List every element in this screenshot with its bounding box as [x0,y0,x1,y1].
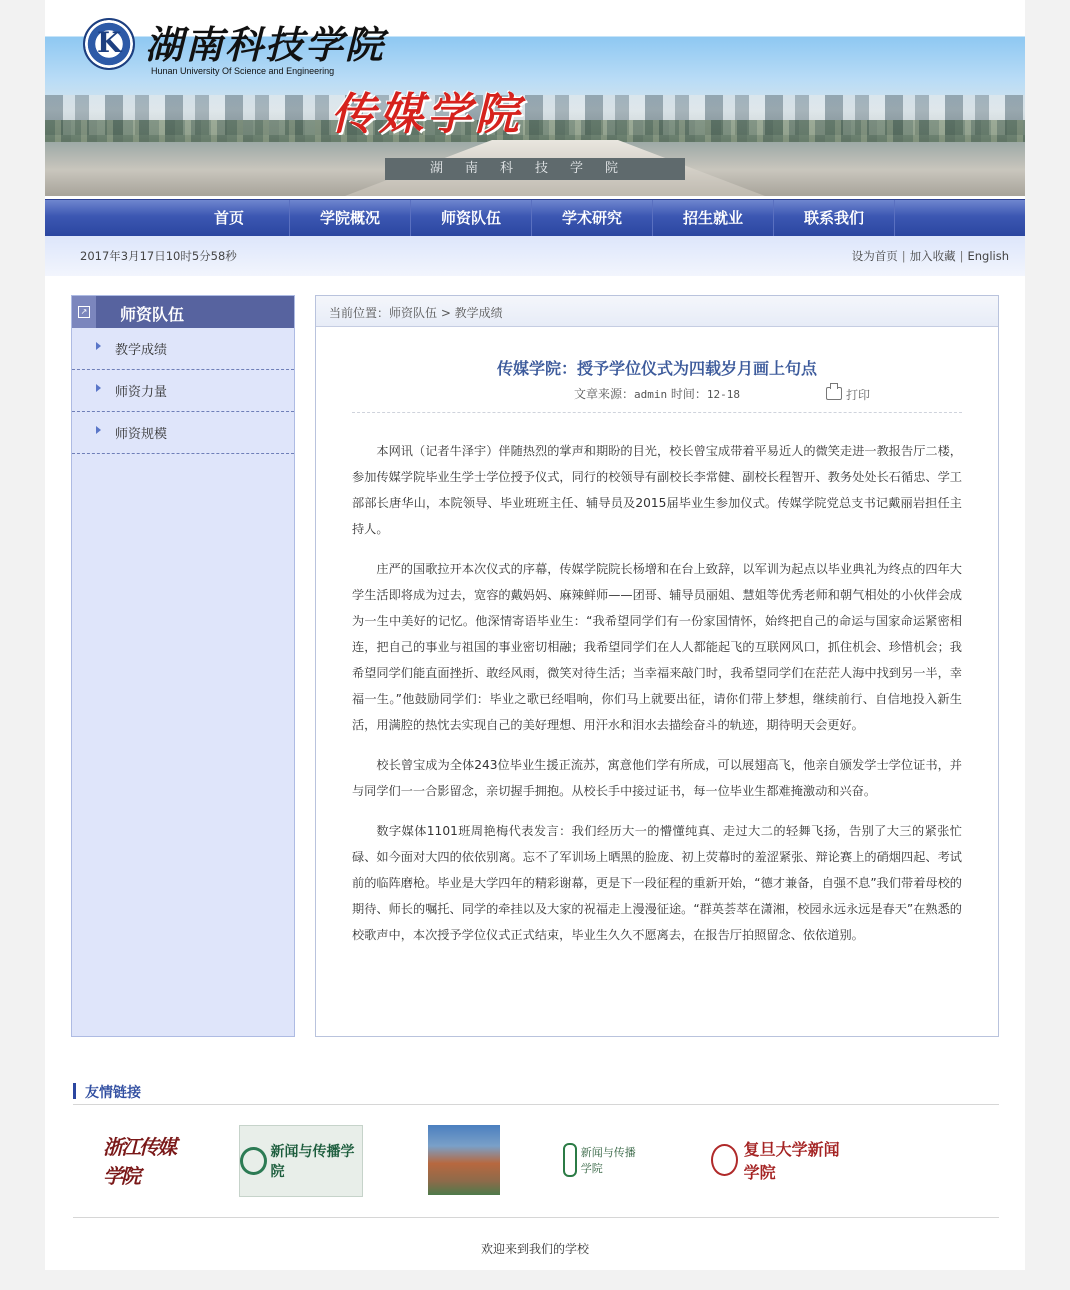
sidebar [71,295,295,1037]
page [45,0,1025,1270]
article-paragraph: 校长曾宝成为全体243位毕业生援正流苏，寓意他们学有所成，可以展翅高飞，他亲自颁发学士学位证书，并与同学们一一合影留念，亲切握手拥抱。从校长手中接过证书，每一位毕业生都难掩激动和兴奋。 [352,758,962,798]
nav-item-research[interactable]: 学术研究 [532,200,653,236]
nav-item-overview[interactable]: 学院概况 [290,200,411,236]
source-label: 文章来源： [573,387,634,401]
school-logo-letter: K [97,26,122,59]
print-button[interactable] [826,386,870,403]
sidebar-item-faculty-scale[interactable] [72,412,294,454]
time-value: 12-18 [706,388,741,401]
friend-logo-campus-photo[interactable] [428,1125,500,1195]
english-link[interactable]: English [967,249,1009,263]
article-meta [316,385,998,402]
add-favorite-link[interactable]: 加入收藏 [909,249,956,263]
friend-logo-jc-school[interactable] [563,1125,643,1195]
set-home-link[interactable]: 设为首页 [851,249,898,263]
article-paragraph: 庄严的国歌拉开本次仪式的序幕，传媒学院院长杨增和在台上致辞，以军训为起点以毕业典礼为终点的四年大学生活即将成为过去，宽容的戴妈妈、麻辣鲜师——团哥、辅导员丽姐、慧姐等优秀老师和朝气相处的小伙伴会成为一生中美好的记忆。他深情寄语毕业生：“我希望同学们有一份家国情怀，始终把自己的命运与国家命运紧密相连，把自己的事业与祖国的事业密切相融；我希望同学们在人人都能起飞的互联网风口，抓住机会、珍惜机会；我希望同学们能直面挫折、敢经风雨，微笑对待生活；当幸福来敲门时，我希望同学们在茫茫人海中找到另一半，幸福一生。”他鼓励同学们：毕业之歌已经唱响，你们马上就要出征，请你们带上梦想，继续前行、自信地投入新生活，用满腔的热忱去实现自己的美好理想、用汗水和泪水去描绘奋斗的轨迹，期待明天会更好。 [352,562,962,732]
sidebar-item-label: 教学成绩 [115,343,168,358]
jc-school-emblem-icon [563,1143,577,1177]
article-title: 传媒学院：授予学位仪式为四载岁月画上句点 [496,359,817,378]
article-body [352,438,962,962]
footer-text: 欢迎来到我们的学校 [480,1242,589,1256]
friend-links-header [73,1080,999,1105]
sidebar-title: 师资队伍 [120,305,185,324]
article-panel [315,295,999,1037]
header-banner [45,0,1025,196]
article-paragraph: 本网讯（记者牛泽宇）伴随热烈的掌声和期盼的目光，校长曾宝成带着平易近人的微笑走进一教报告厅二楼，参加传媒学院毕业生学士学位授予仪式，同行的校领导有副校长李常健、副校长程智开、教务处处长石循忠、学工部部长唐华山，本院领导、毕业班班主任、辅导员及2015届毕业生参加仪式。传媒学院党总支书记戴丽岩担任主持人。 [352,444,962,536]
sidebar-header-icon [72,296,96,328]
banner-gate-sign: 湖南科技学院 [385,158,685,180]
nav-item-faculty[interactable]: 师资队伍 [411,200,532,236]
college-name: 传媒学院 [331,89,523,140]
sidebar-item-faculty-strength[interactable] [72,370,294,412]
sidebar-item-label: 师资规模 [115,427,168,442]
friend-links-title: 友情链接 [85,1085,141,1101]
printer-icon [826,387,842,400]
footer-divider [73,1217,999,1218]
breadcrumb-text: 当前位置：师资队伍 > 教学成绩 [329,306,503,320]
separator: | [901,249,906,263]
nav-item-contact[interactable]: 联系我们 [774,200,895,236]
separator: | [959,249,964,263]
utility-links [852,248,1009,264]
sidebar-item-teaching-results[interactable] [72,328,294,370]
banner-trees [45,120,1025,142]
friend-logo-fudan[interactable] [711,1125,847,1195]
fudan-logo-text: 复旦大学新闻学院 [743,1140,840,1182]
nav-item-home[interactable]: 首页 [169,200,290,236]
jinan-ring-icon [240,1147,267,1175]
print-label: 打印 [846,388,871,402]
main-nav [45,199,1025,237]
square-icon: ↗ [78,306,90,318]
triangle-right-icon [96,384,101,392]
triangle-right-icon [96,342,101,350]
jc-school-logo-text: 新闻与传播学院 [580,1146,636,1175]
sidebar-header [72,296,294,328]
friend-logo-jinan[interactable] [239,1125,363,1197]
sidebar-item-label: 师资力量 [115,385,168,400]
friend-logo-zjcm[interactable] [103,1125,175,1195]
source-value: admin [633,388,668,401]
article-paragraph: 数字媒体1101班周艳梅代表发言：我们经历大一的懵懂纯真、走过大二的轻舞飞扬，告别了大三的紧张忙碌、如今面对大四的依依别离。忘不了军训场上晒黑的脸庞、初上荧幕时的羞涩紧张、辩论赛上的硝烟四起、考试前的临阵磨枪。毕业是大学四年的精彩谢幕，更是下一段征程的重新开始，“德才兼备，自强不息”我们带着母校的期待、师长的嘱托、同学的牵挂以及大家的祝福走上漫漫征途。“群英荟萃在潇湘，校园永远永远是春天”在熟悉的校歌声中，本次授予学位仪式正式结束，毕业生久久不愿离去，在报告厅拍照留念、依依道别。 [352,824,962,942]
info-bar [45,236,1025,276]
divider [352,412,962,413]
nav-item-admissions[interactable]: 招生就业 [653,200,774,236]
triangle-right-icon [96,426,101,434]
jinan-logo-text: 新闻与传播学院 [270,1144,355,1180]
school-name-en: Hunan University Of Science and Engineering [151,66,335,76]
time-label: 时间： [670,387,707,401]
zjcm-logo-icon: 浙江传媒学院 [103,1135,175,1188]
school-name-cn: 湖南科技学院 [145,22,386,67]
breadcrumb [316,296,998,327]
fudan-seal-icon [711,1144,738,1176]
current-datetime: 2017年3月17日10时5分58秒 [80,249,237,263]
section-bar [73,1083,76,1099]
